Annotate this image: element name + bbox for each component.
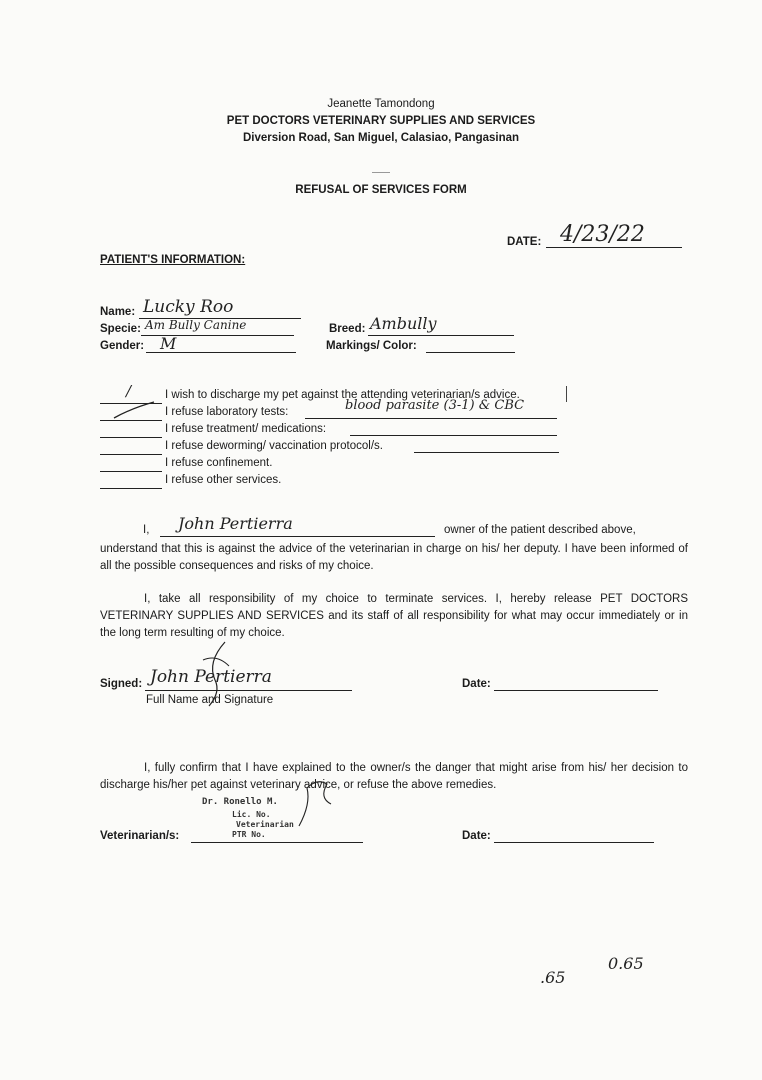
markings-label: Markings/ Color: — [326, 340, 417, 352]
option-line — [100, 420, 162, 421]
patient-info-heading: PATIENT'S INFORMATION: — [100, 254, 246, 266]
owner-name-value: John Pertierra — [178, 514, 293, 533]
owner-date-label: Date: — [462, 678, 491, 690]
option-text: I refuse other services. — [165, 474, 282, 486]
option-check-mark: / — [126, 382, 132, 400]
option-line — [100, 488, 162, 489]
option-detail-line — [350, 435, 557, 436]
breed-label: Breed: — [329, 323, 366, 335]
vet-stamp-ptr: PTR No. — [232, 830, 266, 839]
option-detail-line — [305, 418, 557, 419]
clinic-address: Diversion Road, San Miguel, Calasiao, Pangasinan — [242, 132, 520, 144]
breed-line — [368, 335, 514, 336]
vet-date-label: Date: — [462, 830, 491, 842]
specie-value: Am Bully Canine — [145, 318, 247, 332]
date-label: DATE: — [507, 236, 542, 248]
vet-stamp-name: Dr. Ronello M. — [202, 797, 278, 807]
signed-line — [145, 690, 352, 691]
signature-sub-label: Full Name and Signature — [146, 694, 274, 706]
specie-label: Specie: — [100, 323, 141, 335]
gender-label: Gender: — [100, 340, 145, 352]
option-line — [100, 437, 162, 438]
bracket-mark — [566, 386, 567, 402]
option-text: I refuse confinement. — [165, 457, 273, 469]
date-line — [546, 247, 682, 248]
statement-body: understand that this is against the advice of the veterinarian in charge on his/ her deputy. I have been informed of all the possible consequences and risks of my choice. — [100, 543, 688, 572]
option-text: I wish to discharge my pet against the attending veterinarian/s advice. — [165, 389, 520, 401]
release-statement: I, take all responsibility of my choice to terminate services. I, hereby release PET DOCTORS VETERINARY SUPPLIES AND SERVICES and its staff of all responsibility for what may occur immediately or in the long term resulting of my choice. — [100, 593, 688, 639]
vet-label: Veterinarian/s: — [100, 830, 180, 842]
option-detail-line — [414, 452, 559, 453]
name-label: Name: — [100, 306, 136, 318]
footer-note: 0.65 — [608, 954, 644, 973]
vet-signature — [295, 774, 335, 832]
vet-stamp-license: Lic. No. — [232, 810, 271, 819]
form-title: REFUSAL OF SERVICES FORM — [295, 184, 467, 196]
checkmark-icon — [112, 400, 156, 420]
signed-label: Signed: — [100, 678, 143, 690]
statement-intro: I, — [143, 524, 150, 536]
option-line — [100, 471, 162, 472]
option-text: I refuse treatment/ medications: — [165, 423, 327, 435]
vet-stamp-title: Veterinarian — [236, 820, 294, 829]
scribble-mark — [372, 172, 390, 173]
clinic-name: PET DOCTORS VETERINARY SUPPLIES AND SERVICES — [226, 115, 536, 127]
option-text: I refuse deworming/ vaccination protocol/s. — [165, 440, 383, 452]
markings-line — [426, 352, 515, 353]
signed-value: John Pertierra — [150, 667, 272, 687]
breed-value: Ambully — [370, 314, 437, 333]
clinic-owner-name: Jeanette Tamondong — [327, 98, 435, 110]
statement-line1: owner of the patient described above, — [444, 524, 636, 536]
option-line — [100, 454, 162, 455]
vet-confirm-statement: I, fully confirm that I have explained to the owner/s the danger that might arise from his/ her decision to discharge his/her pet against veterinary advice, or refuse the above remedies. — [100, 762, 688, 791]
vet-sign-line — [191, 842, 363, 843]
gender-value: M — [160, 334, 177, 353]
name-value: Lucky Roo — [143, 297, 234, 317]
owner-name-line — [160, 536, 435, 537]
option-text: I refuse laboratory tests: — [165, 406, 289, 418]
option-detail-value: blood parasite (3-1) & CBC — [345, 398, 525, 413]
owner-date-line — [494, 690, 658, 691]
footer-note: .65 — [540, 968, 566, 987]
date-value: 4/23/22 — [560, 222, 645, 247]
vet-date-line — [494, 842, 654, 843]
